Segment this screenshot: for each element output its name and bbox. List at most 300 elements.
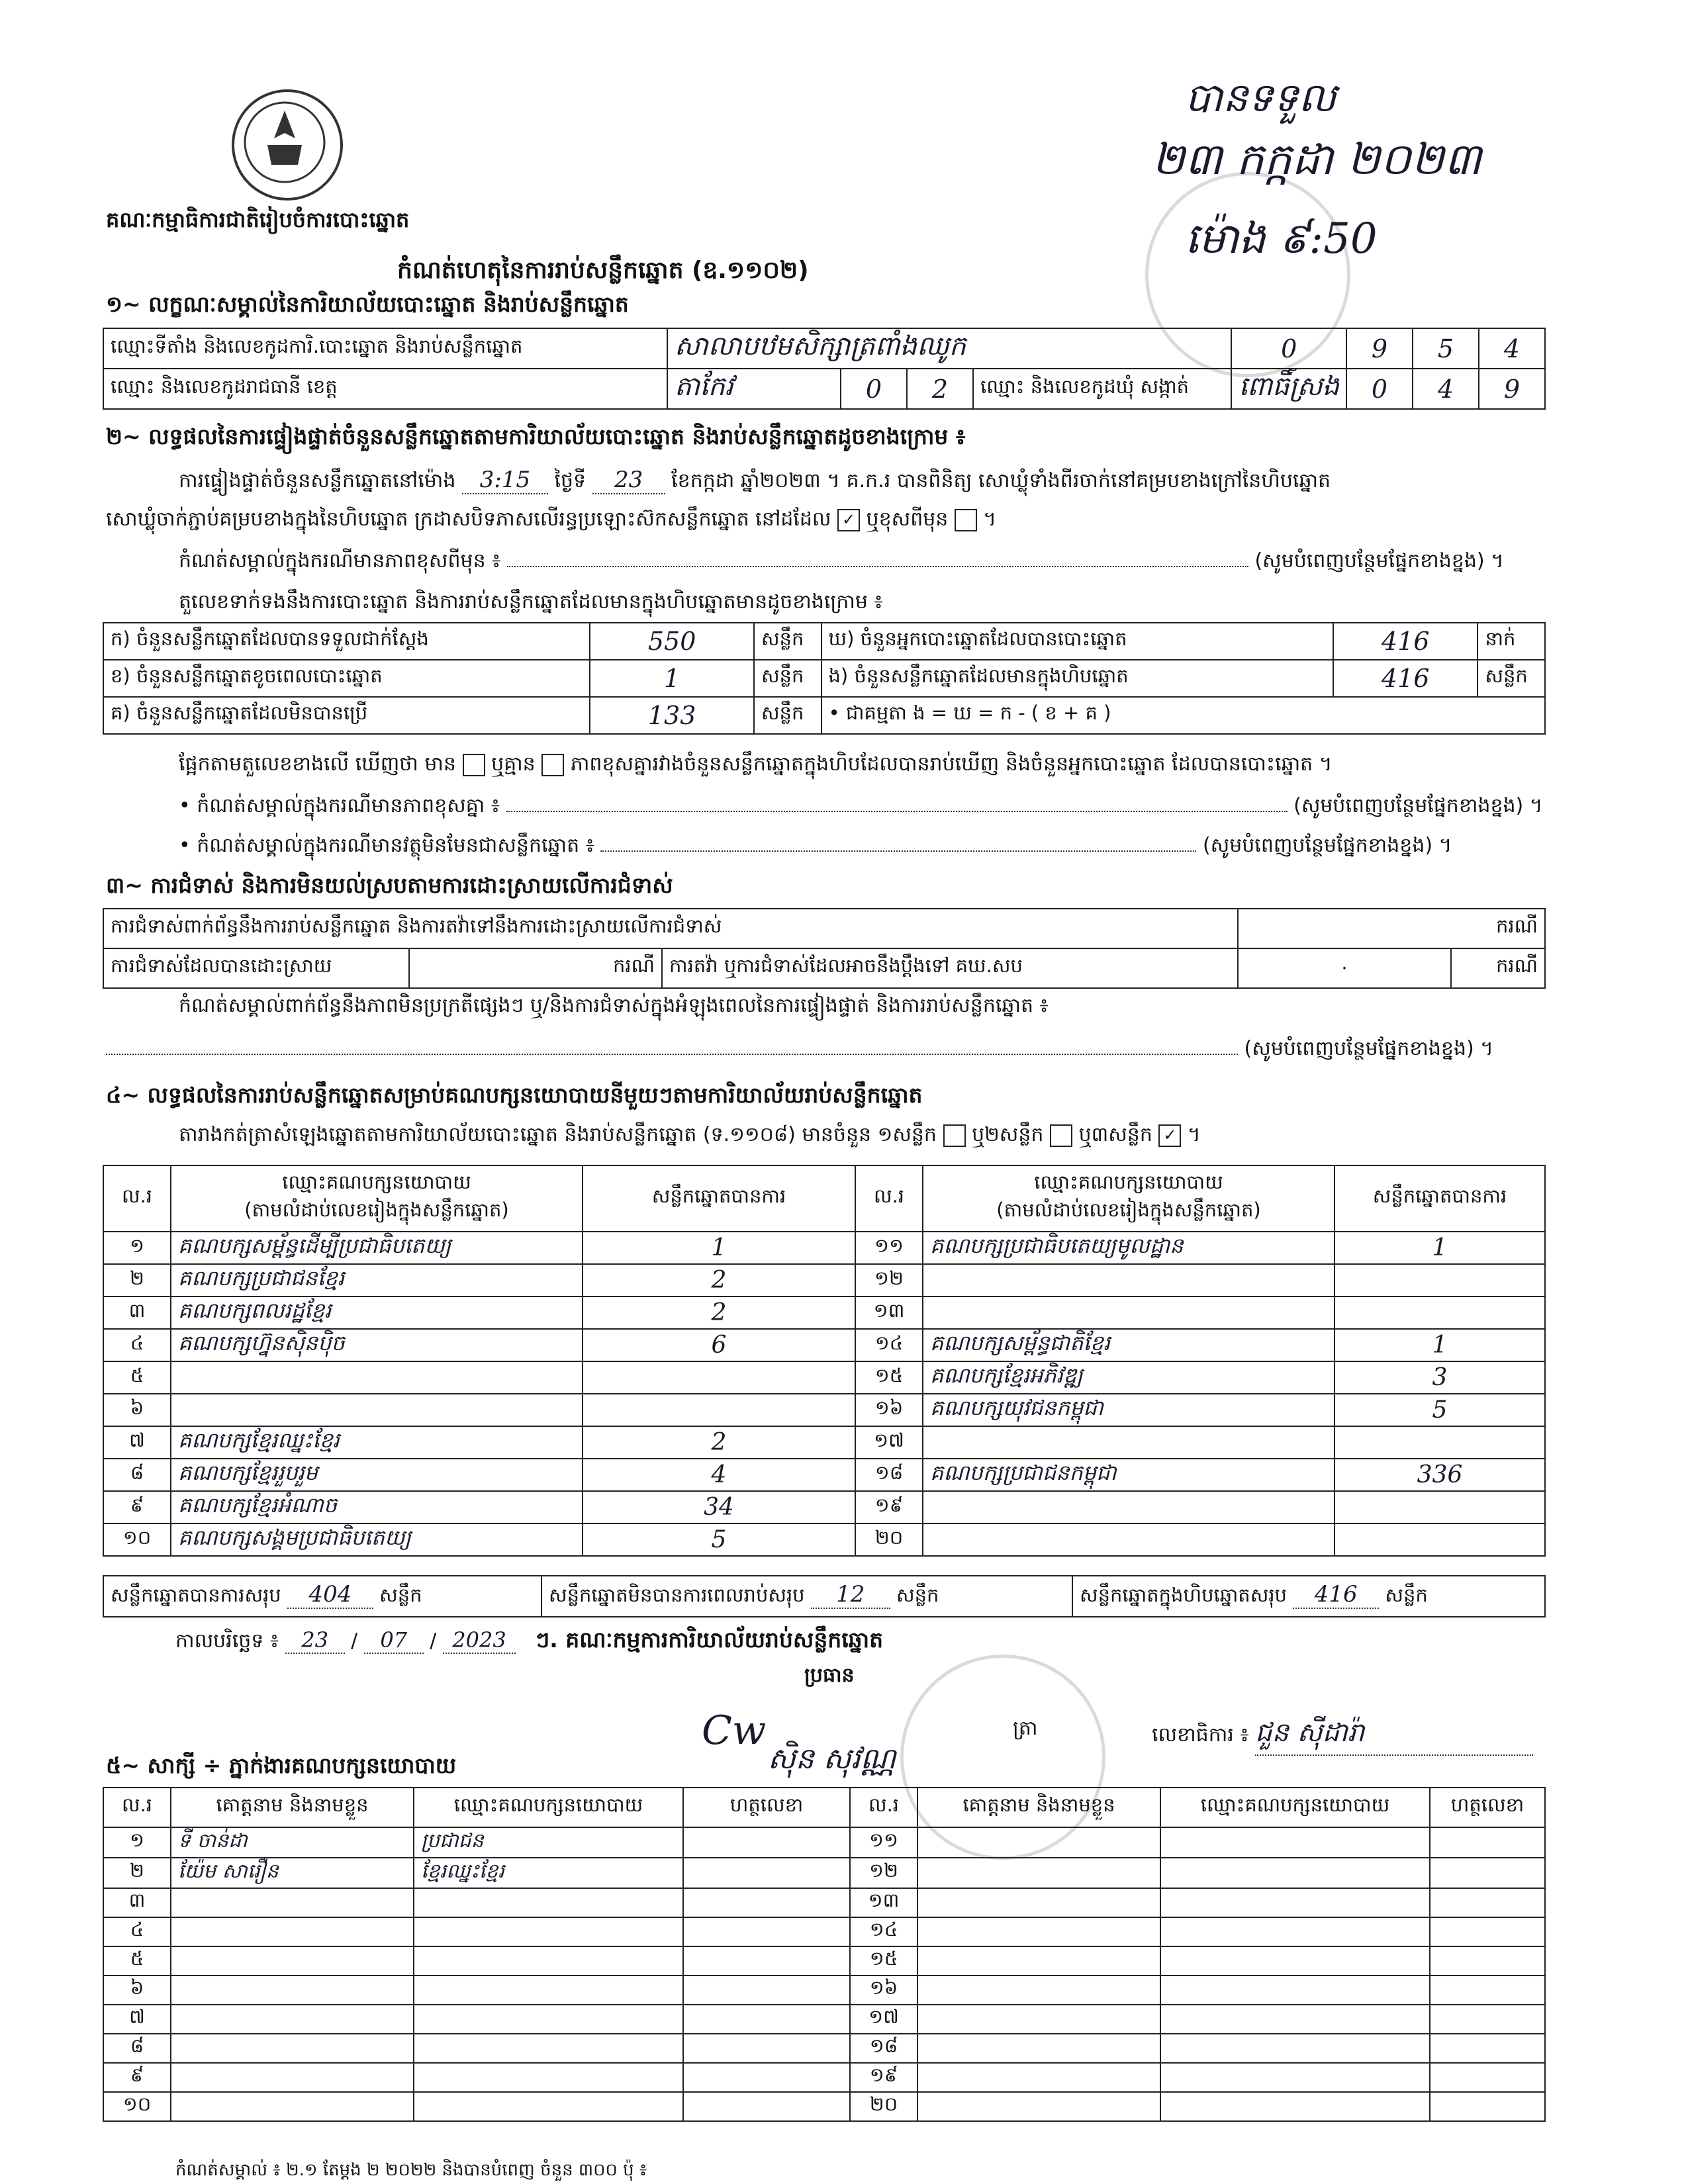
- result-no-right: ១៨: [855, 1459, 923, 1491]
- result-no-left: ៤: [103, 1329, 171, 1361]
- witness-name-left: យ៉ែម សារឿន: [171, 1858, 414, 1888]
- col-party-left-title: ឈ្មោះគណបក្សនយោបាយ: [282, 1171, 471, 1193]
- witness-row: [103, 1976, 1545, 2005]
- witness-no-right: ១៨: [850, 2034, 917, 2063]
- irregularity-field[interactable]: [106, 1054, 1238, 1055]
- note-discrepancy: [179, 793, 1543, 822]
- witness-party-left: ប្រជាជន: [414, 1827, 683, 1858]
- witness-name-left: ទី ចាន់ដា: [171, 1827, 414, 1858]
- witness-party-right[interactable]: [1160, 1827, 1430, 1858]
- result-no-left: ៥: [103, 1361, 171, 1394]
- witness-no-right: ១៦: [850, 1976, 917, 2005]
- result-no-left: ៨: [103, 1459, 171, 1491]
- witness-no-left: ១០: [103, 2092, 171, 2121]
- witness-no-left: ៥: [103, 1946, 171, 1976]
- witness-sign-left[interactable]: [683, 1976, 850, 2005]
- witness-no-right: ១២: [850, 1858, 917, 1888]
- result-party-left: [171, 1361, 583, 1394]
- appeal-unit: ករណី: [1451, 948, 1545, 988]
- province-code-1: 0: [841, 369, 907, 409]
- witness-party-left: [414, 2005, 683, 2034]
- tally-one-checkbox[interactable]: [943, 1124, 966, 1147]
- w-col-party-left: ឈ្មោះគណបក្សនយោបាយ: [414, 1788, 683, 1827]
- result-votes-left: 2: [583, 1297, 855, 1329]
- witness-no-left: ១: [103, 1827, 171, 1858]
- note-foreign-back: (សូមបំពេញបន្ថែមផ្នែកខាងខ្នង) ។: [1202, 834, 1452, 857]
- committee-label: ៗ. គណៈកម្មការការិយាល័យរាប់សន្លឹកឆ្នោត: [535, 1627, 884, 1653]
- result-votes-left: 5: [583, 1524, 855, 1556]
- witness-party-right[interactable]: [1160, 1976, 1430, 2005]
- witness-party-right[interactable]: [1160, 2063, 1430, 2092]
- result-votes-left: [583, 1394, 855, 1426]
- result-party-right: [923, 1264, 1335, 1297]
- date-line: កាលបរិច្ឆេទ ៖ 23 / 07 / 2023 ៗ. គណៈកម្មការការិយាល័យរាប់សន្លឹកឆ្នោត: [175, 1627, 884, 1653]
- emblem-icon: [232, 89, 343, 201]
- counts-intro: តួលេខទាក់ទងនឹងការបោះឆ្នោត និងការរាប់សន្លឹកឆ្នោតដែលមានក្នុងហិបឆ្នោតមានដូចខាងក្រោម ៖: [179, 590, 883, 614]
- note-diff: [179, 548, 1542, 577]
- result-party-left: គណបក្សខ្មែរអំណាច: [171, 1491, 583, 1524]
- date-day: 23: [285, 1627, 345, 1654]
- date-month: 07: [364, 1627, 424, 1654]
- witness-name-right[interactable]: [917, 1976, 1160, 2005]
- witness-party-right[interactable]: [1160, 2034, 1430, 2063]
- witness-sign-left[interactable]: [683, 1858, 850, 1888]
- w-col-name-left: គោត្តនាម និងនាមខ្លួន: [171, 1788, 414, 1827]
- note-diff-back: (សូមបំពេញបន្ថែមផ្នែកខាងខ្នង) ។: [1254, 549, 1504, 572]
- chairman-name: ស៊ិន សុវណ្ណ: [768, 1742, 896, 1776]
- witness-sign-right[interactable]: [1430, 1858, 1545, 1888]
- result-no-right: ២០: [855, 1524, 923, 1556]
- witness-sign-left[interactable]: [683, 2063, 850, 2092]
- witness-table: [103, 1787, 1546, 2122]
- note-discrepancy-label: • កំណត់សម្គាល់ក្នុងករណីមានភាពខុសគ្នា ៖: [179, 794, 500, 817]
- note-discrepancy-field[interactable]: [506, 811, 1288, 812]
- result-no-left: ៩: [103, 1491, 171, 1524]
- col-party-left: [171, 1165, 583, 1232]
- witness-name-left: [171, 2034, 414, 2063]
- receipt-line-3: ម៉ោង ៩:50: [1185, 214, 1378, 263]
- total-box-unit: សន្លឹក: [1385, 1584, 1428, 1606]
- result-votes-right: 1: [1335, 1232, 1545, 1264]
- same-checkbox[interactable]: ✓: [837, 509, 860, 531]
- witness-no-left: ៩: [103, 2063, 171, 2092]
- results-row: [103, 1426, 1545, 1459]
- complaints-unit: ករណី: [1238, 909, 1545, 948]
- witness-name-right[interactable]: [917, 2005, 1160, 2034]
- result-party-right: [923, 1524, 1335, 1556]
- w-col-sign-right: ហត្ថលេខា: [1430, 1788, 1545, 1827]
- results-row: [103, 1524, 1545, 1556]
- result-votes-right: 1: [1335, 1329, 1545, 1361]
- count-c-unit: សន្លឹក: [754, 697, 821, 734]
- receipt-line-2: ២៣ កក្កដា ២០២៣: [1152, 134, 1481, 185]
- section4-heading: ៤~ លទ្ធផលនៃការរាប់សន្លឹកឆ្នោតសម្រាប់គណបក្សនយោបាយនីមួយៗតាមការិយាល័យរាប់សន្លឹកឆ្នោត: [106, 1082, 923, 1108]
- complaints-label: ការជំទាស់ពាក់ព័ន្ធនឹងការរាប់សន្លឹកឆ្នោត និងការតវ៉ាទៅនឹងការដោះស្រាយលើការជំទាស់: [103, 909, 1238, 948]
- results-table: [103, 1165, 1546, 1557]
- result-no-left: ៧: [103, 1426, 171, 1459]
- result-party-right: [923, 1491, 1335, 1524]
- commune-label: ឈ្មោះ និងលេខកូដឃុំ សង្កាត់: [973, 369, 1231, 409]
- result-no-right: ១៥: [855, 1361, 923, 1394]
- verify-line-2: សោឃ្លុំចាក់ភ្ជាប់គម្របខាងក្នុងនៃហិបឆ្នោត ក្រដាសបិទភាសលើរន្ធប្រឡោះស៊កសន្លឹកឆ្នោត នៅដដែល ✓ ឬខុសពីមុន ។: [106, 508, 997, 531]
- results-row: [103, 1394, 1545, 1426]
- total-box-label: សន្លឹកឆ្នោតក្នុងហិបឆ្នោតសរុប: [1080, 1584, 1287, 1606]
- stamp-label: ត្រា: [1013, 1717, 1038, 1740]
- total-valid-value: 404: [287, 1581, 373, 1609]
- witness-no-right: ១១: [850, 1827, 917, 1858]
- col-party-right-title: ឈ្មោះគណបក្សនយោបាយ: [1034, 1171, 1223, 1193]
- witness-name-left: [171, 2005, 414, 2034]
- witness-sign-left[interactable]: [683, 2005, 850, 2034]
- witness-sign-right[interactable]: [1430, 2005, 1545, 2034]
- tally-line: តារាងកត់ត្រាសំឡេងឆ្នោតតាមការិយាល័យបោះឆ្នោត និងរាប់សន្លឹកឆ្នោត (ទ.១១០៨) មានចំនួន ១សន្លឹក ឬ២សន្លឹក ឬ៣សន្លឹក ✓ ។: [179, 1123, 1201, 1146]
- witness-party-left: [414, 1917, 683, 1946]
- w-col-sign-left: ហត្ថលេខា: [683, 1788, 850, 1827]
- chairman-label: ប្រធាន: [804, 1664, 855, 1687]
- witness-sign-right[interactable]: [1430, 1888, 1545, 1917]
- total-valid-cell: [103, 1576, 541, 1617]
- results-row: [103, 1361, 1545, 1394]
- tally-two-checkbox[interactable]: [1050, 1124, 1072, 1147]
- result-no-left: ៣: [103, 1297, 171, 1329]
- witness-row: [103, 2092, 1545, 2121]
- resolved-label: ការជំទាស់ដែលបានដោះស្រាយ: [103, 948, 409, 988]
- section3-heading: ៣~ ការជំទាស់ និងការមិនយល់ស្របតាមការដោះស្រាយលើការជំទាស់: [106, 872, 673, 898]
- count-c-value: 133: [590, 697, 754, 734]
- complaints-table: [103, 908, 1546, 989]
- results-row: [103, 1459, 1545, 1491]
- witness-row: [103, 1827, 1545, 1858]
- col-party-right-sub: (តាមលំដាប់លេខរៀងក្នុងសន្លឹកឆ្នោត): [996, 1199, 1261, 1221]
- witness-name-left: [171, 1917, 414, 1946]
- secretary-label: លេខាធិការ ៖: [1152, 1723, 1249, 1747]
- footer-note: កំណត់សម្គាល់ ៖ ២.១ តែម្តង ២ ២០២២ និងបានបំពេញ ចំនួន ៣០០ ប៉ុ ៖: [175, 2160, 647, 2180]
- count-e-value: 416: [1333, 660, 1477, 697]
- count-d-value: 416: [1333, 623, 1477, 660]
- w-col-name-right: គោត្តនាម និងនាមខ្លួន: [917, 1788, 1160, 1827]
- note-diff-label: កំណត់សម្គាល់ក្នុងករណីមានភាពខុសពីមុន ៖: [179, 549, 501, 572]
- witness-sign-right[interactable]: [1430, 1946, 1545, 1976]
- witness-row: [103, 1946, 1545, 1976]
- witness-party-left: [414, 1976, 683, 2005]
- tally-three-checkbox[interactable]: ✓: [1158, 1124, 1181, 1147]
- authority-title: គណៈកម្មាធិការជាតិរៀបចំការបោះឆ្នោត: [106, 207, 410, 232]
- verify-text-3: ខែកក្កដា ឆ្នាំ២០២៣ ។ គ.ក.រ បានពិនិត្យ សោឃ្លុំទាំងពីរចាក់នៅគម្របខាងក្រៅនៃហិបឆ្នោត: [671, 469, 1331, 492]
- witness-name-right[interactable]: [917, 1827, 1160, 1858]
- witness-name-right[interactable]: [917, 1946, 1160, 1976]
- verify-text-1: ការផ្ទៀងផ្ទាត់ចំនួនសន្លឹកឆ្នោតនៅម៉ោង: [179, 469, 456, 492]
- result-votes-right: [1335, 1491, 1545, 1524]
- compare-text-c: ភាពខុសគ្នារវាងចំនួនសន្លឹកឆ្នោតក្នុងហិបដែលបានរាប់ឃើញ និងចំនួនអ្នកបោះឆ្នោត ដែលបានបោះឆ្នោត ។: [570, 752, 1333, 776]
- total-valid-label: សន្លឹកឆ្នោតបានការសរុប: [111, 1584, 281, 1606]
- witness-sign-right[interactable]: [1430, 1917, 1545, 1946]
- note-foreign: [179, 833, 1452, 862]
- witness-party-left: [414, 1946, 683, 1976]
- total-invalid-cell: [541, 1576, 1072, 1617]
- witness-party-right[interactable]: [1160, 1917, 1430, 1946]
- commune-code-2: 4: [1413, 369, 1479, 409]
- result-no-right: ១៤: [855, 1329, 923, 1361]
- station-code-4: 4: [1479, 328, 1545, 369]
- result-party-right: គណបក្សប្រជាជនកម្ពុជា: [923, 1459, 1335, 1491]
- col-party-left-sub: (តាមលំដាប់លេខរៀងក្នុងសន្លឹកឆ្នោត): [244, 1199, 509, 1221]
- witness-row: [103, 2063, 1545, 2092]
- result-party-left: គណបក្សពលរដ្ឋខ្មែរ: [171, 1297, 583, 1329]
- count-d-label: ឃ) ចំនួនអ្នកបោះឆ្នោតដែលបានបោះឆ្នោត: [821, 623, 1333, 660]
- witness-row: [103, 2034, 1545, 2063]
- count-a-label: ក) ចំនួនសន្លឹកឆ្នោតដែលបានទទួលជាក់ស្តែង: [103, 623, 590, 660]
- station-label: ឈ្មោះទីតាំង និងលេខកូដការិ.បោះឆ្នោត និងរាប់សន្លឹកឆ្នោត: [103, 328, 667, 369]
- commune-code-3: 9: [1479, 369, 1545, 409]
- result-party-left: គណបក្សខ្មែរឈ្នះខ្មែរ: [171, 1426, 583, 1459]
- witness-party-right[interactable]: [1160, 1946, 1430, 1976]
- section1-table: [103, 328, 1546, 410]
- result-no-left: ២: [103, 1264, 171, 1297]
- result-votes-left: 2: [583, 1264, 855, 1297]
- witness-row: [103, 1917, 1545, 1946]
- witness-no-right: ១៣: [850, 1888, 917, 1917]
- total-box-value: 416: [1293, 1581, 1379, 1609]
- witness-sign-left[interactable]: [683, 1917, 850, 1946]
- count-b-value: 1: [590, 660, 754, 697]
- form-title: កំណត់ហេតុនៃការរាប់សន្លឹកឆ្នោត (ឧ.១១០២): [397, 257, 809, 284]
- tally-intro: តារាងកត់ត្រាសំឡេងឆ្នោតតាមការិយាល័យបោះឆ្នោត និងរាប់សន្លឹកឆ្នោត (ទ.១១០៨) មានចំនួន ១សន្លឹក: [179, 1123, 937, 1146]
- w-col-no-right: ល.រ: [850, 1788, 917, 1827]
- result-votes-right: [1335, 1426, 1545, 1459]
- commune-value: ពោធិ៍ស្រង: [1231, 369, 1346, 409]
- total-invalid-value: 12: [811, 1581, 890, 1609]
- secretary-name: ជួន ស៊ីដារ៉ា: [1255, 1715, 1533, 1756]
- result-party-right: គណបក្សខ្មែរអភិវឌ្ឍ: [923, 1361, 1335, 1394]
- witness-no-left: ៧: [103, 2005, 171, 2034]
- result-no-left: ១: [103, 1232, 171, 1264]
- col-votes-left: សន្លឹកឆ្នោតបានការ: [583, 1165, 855, 1232]
- witness-name-right[interactable]: [917, 1917, 1160, 1946]
- station-code-2: 9: [1346, 328, 1413, 369]
- station-code-1: 0: [1231, 328, 1346, 369]
- col-no-right: ល.រ: [855, 1165, 923, 1232]
- counts-table: [103, 622, 1546, 735]
- witness-sign-left[interactable]: [683, 2092, 850, 2121]
- witness-party-left: [414, 2092, 683, 2121]
- tally-two: ឬ២សន្លឹក: [972, 1123, 1044, 1146]
- result-votes-left: 6: [583, 1329, 855, 1361]
- province-code-2: 2: [907, 369, 973, 409]
- result-no-right: ១៦: [855, 1394, 923, 1426]
- count-a-value: 550: [590, 623, 754, 660]
- result-votes-right: [1335, 1297, 1545, 1329]
- result-votes-right: 336: [1335, 1459, 1545, 1491]
- witness-sign-left[interactable]: [683, 2034, 850, 2063]
- verify-text-2: ថ្ងៃទី: [554, 469, 586, 492]
- changed-checkbox[interactable]: [955, 509, 977, 531]
- witness-no-right: ២០: [850, 2092, 917, 2121]
- compare-text-b: ឬគ្មាន: [491, 752, 536, 776]
- witness-no-left: ៤: [103, 1917, 171, 1946]
- witness-party-right[interactable]: [1160, 2005, 1430, 2034]
- irregularity-back: (សូមបំពេញបន្ថែមផ្នែកខាងខ្នង) ។: [1244, 1037, 1493, 1060]
- resolved-unit: ករណី: [409, 948, 662, 988]
- result-votes-right: 5: [1335, 1394, 1545, 1426]
- witness-row: [103, 1858, 1545, 1888]
- verify-or: ឬខុសពីមុន: [866, 508, 949, 531]
- note-diff-field[interactable]: [507, 566, 1248, 567]
- witness-party-left: [414, 1888, 683, 1917]
- witness-name-left: [171, 1976, 414, 2005]
- witness-no-left: ៦: [103, 1976, 171, 2005]
- results-row: [103, 1264, 1545, 1297]
- result-party-left: គណបក្សប្រជាជនខ្មែរ: [171, 1264, 583, 1297]
- station-code-3: 5: [1413, 328, 1479, 369]
- compare-text-a: ផ្អែកតាមតួលេខខាងលើ ឃើញថា មាន: [179, 752, 456, 776]
- witness-name-left: [171, 2063, 414, 2092]
- witness-no-right: ១៩: [850, 2063, 917, 2092]
- witness-no-left: ២: [103, 1858, 171, 1888]
- result-party-left: គណបក្សហ្វ៊ុនស៊ិនប៉ិច: [171, 1329, 583, 1361]
- verify-line-1: [179, 467, 1331, 497]
- count-formula: • ជាគម្មតា ង = ឃ = ក - ( ខ + គ ): [821, 697, 1546, 734]
- result-party-right: [923, 1297, 1335, 1329]
- witness-sign-right[interactable]: [1430, 2092, 1545, 2121]
- witness-party-left: [414, 2034, 683, 2063]
- result-votes-left: 1: [583, 1232, 855, 1264]
- province-value: តាកែវ: [667, 369, 841, 409]
- section5-heading: ៥~ សាក្សី ÷ ភ្នាក់ងារគណបក្សនយោបាយ: [106, 1752, 457, 1778]
- totals-table: [103, 1575, 1546, 1617]
- receipt-line-1: បានទទួល: [1185, 75, 1336, 121]
- results-row: [103, 1329, 1545, 1361]
- witness-row: [103, 2005, 1545, 2034]
- verify-day: 23: [592, 467, 665, 494]
- result-votes-left: 2: [583, 1426, 855, 1459]
- witness-sign-right[interactable]: [1430, 1827, 1545, 1858]
- result-party-left: គណបក្សសម្ព័ន្ធដើម្បីប្រជាធិបតេយ្យ: [171, 1232, 583, 1264]
- witness-name-right[interactable]: [917, 2063, 1160, 2092]
- irregularity-note: កំណត់សម្គាល់ពាក់ព័ន្ធនឹងភាពមិនប្រក្រតីផ្សេងៗ ឬ/និងការជំទាស់ក្នុងអំឡុងពេលនៃការផ្ទៀងផ្ទាត់ និងការរាប់សន្លឹកឆ្នោត ៖: [179, 994, 1049, 1017]
- total-invalid-label: សន្លឹកឆ្នោតមិនបានការពេលរាប់សរុប: [549, 1584, 805, 1606]
- result-no-left: ១០: [103, 1524, 171, 1556]
- witness-name-left: [171, 1946, 414, 1976]
- result-party-left: គណបក្សខ្មែររួបរួម: [171, 1459, 583, 1491]
- col-party-right: [923, 1165, 1335, 1232]
- witness-sign-left[interactable]: [683, 1888, 850, 1917]
- verify-time: 3:15: [462, 467, 548, 494]
- col-votes-right: សន្លឹកឆ្នោតបានការ: [1335, 1165, 1545, 1232]
- witness-sign-right[interactable]: [1430, 2063, 1545, 2092]
- count-b-unit: សន្លឹក: [754, 660, 821, 697]
- province-label: ឈ្មោះ និងលេខកូដរាជធានី ខេត្ត: [103, 369, 667, 409]
- tally-three: ឬ៣សន្លឹក: [1078, 1123, 1152, 1146]
- results-row: [103, 1491, 1545, 1524]
- witness-no-left: ៨: [103, 2034, 171, 2063]
- result-no-right: ១១: [855, 1232, 923, 1264]
- verify-text-4: សោឃ្លុំចាក់ភ្ជាប់គម្របខាងក្នុងនៃហិបឆ្នោត ក្រដាសបិទភាសលើរន្ធប្រឡោះស៊កសន្លឹកឆ្នោត នៅដដែល: [106, 508, 831, 531]
- discrepancy-no-checkbox[interactable]: [541, 754, 564, 776]
- result-no-left: ៦: [103, 1394, 171, 1426]
- result-votes-right: [1335, 1524, 1545, 1556]
- witness-no-left: ៣: [103, 1888, 171, 1917]
- appeal-mark: ·: [1238, 948, 1451, 988]
- witness-no-right: ១៥: [850, 1946, 917, 1976]
- witness-name-left: [171, 1888, 414, 1917]
- result-party-right: គណបក្សប្រជាធិបតេយ្យមូលដ្ឋាន: [923, 1232, 1335, 1264]
- result-party-right: [923, 1426, 1335, 1459]
- chairman-signature: Cw: [702, 1707, 767, 1754]
- discrepancy-yes-checkbox[interactable]: [463, 754, 485, 776]
- result-votes-right: [1335, 1264, 1545, 1297]
- w-col-party-right: ឈ្មោះគណបក្សនយោបាយ: [1160, 1788, 1430, 1827]
- date-year: 2023: [443, 1627, 516, 1654]
- witness-sign-right[interactable]: [1430, 2034, 1545, 2063]
- results-row: [103, 1232, 1545, 1264]
- note-foreign-field[interactable]: [600, 850, 1196, 852]
- result-no-right: ១៩: [855, 1491, 923, 1524]
- witness-sign-left[interactable]: [683, 1827, 850, 1858]
- results-row: [103, 1297, 1545, 1329]
- witness-name-right[interactable]: [917, 2034, 1160, 2063]
- result-no-right: ១៣: [855, 1297, 923, 1329]
- witness-name-left: [171, 2092, 414, 2121]
- witness-name-right[interactable]: [917, 1858, 1160, 1888]
- witness-party-left: ខ្មែរឈ្នះខ្មែរ: [414, 1858, 683, 1888]
- station-value: សាលាបឋមសិក្សាត្រពាំងឈូក: [667, 328, 1231, 369]
- witness-name-right[interactable]: [917, 2092, 1160, 2121]
- irregularity-line: [106, 1036, 1493, 1065]
- total-invalid-unit: សន្លឹក: [896, 1584, 939, 1606]
- count-b-label: ខ) ចំនួនសន្លឹកឆ្នោតខូចពេលបោះឆ្នោត: [103, 660, 590, 697]
- section2-heading: ២~ លទ្ធផលនៃការផ្ទៀងផ្ទាត់ចំនួនសន្លឹកឆ្នោតតាមការិយាល័យបោះឆ្នោត និងរាប់សន្លឹកឆ្នោតដូចខាងក្រោម ៖: [106, 424, 966, 449]
- witness-party-right[interactable]: [1160, 2092, 1430, 2121]
- section1-heading: ១~ លក្ខណៈសម្គាល់នៃការិយាល័យបោះឆ្នោត និងរាប់សន្លឹកឆ្នោត: [106, 291, 629, 317]
- witness-sign-right[interactable]: [1430, 1976, 1545, 2005]
- result-no-right: ១២: [855, 1264, 923, 1297]
- count-e-label: ង) ចំនួនសន្លឹកឆ្នោតដែលមានក្នុងហិបឆ្នោត: [821, 660, 1333, 697]
- result-no-right: ១៧: [855, 1426, 923, 1459]
- witness-sign-left[interactable]: [683, 1946, 850, 1976]
- result-votes-right: 3: [1335, 1361, 1545, 1394]
- result-party-right: គណបក្សសម្ព័ន្ធជាតិខ្មែរ: [923, 1329, 1335, 1361]
- note-discrepancy-back: (សូមបំពេញបន្ថែមផ្នែកខាងខ្នង) ។: [1293, 794, 1543, 817]
- total-box-cell: [1072, 1576, 1545, 1617]
- witness-name-right[interactable]: [917, 1888, 1160, 1917]
- result-party-right: គណបក្សយុវជនកម្ពុជា: [923, 1394, 1335, 1426]
- count-a-unit: សន្លឹក: [754, 623, 821, 660]
- col-no-left: ល.រ: [103, 1165, 171, 1232]
- witness-party-right[interactable]: [1160, 1888, 1430, 1917]
- result-votes-left: [583, 1361, 855, 1394]
- result-votes-left: 4: [583, 1459, 855, 1491]
- witness-party-right[interactable]: [1160, 1858, 1430, 1888]
- result-party-left: គណបក្សសង្គមប្រជាធិបតេយ្យ: [171, 1524, 583, 1556]
- result-party-left: [171, 1394, 583, 1426]
- count-c-label: គ) ចំនួនសន្លឹកឆ្នោតដែលមិនបានប្រើ: [103, 697, 590, 734]
- total-valid-unit: សន្លឹក: [379, 1584, 422, 1606]
- note-foreign-label: • កំណត់សម្គាល់ក្នុងករណីមានវត្ថុមិនមែនជាសន្លឹកឆ្នោត ៖: [179, 834, 594, 857]
- w-col-no-left: ល.រ: [103, 1788, 171, 1827]
- witness-row: [103, 1888, 1545, 1917]
- witness-no-right: ១៤: [850, 1917, 917, 1946]
- secretary-line: [1152, 1715, 1533, 1756]
- appeal-label: ការតវ៉ា ឬការជំទាស់ដែលអាចនឹងប្តឹងទៅ គឃ.សប: [662, 948, 1238, 988]
- compare-line: [179, 751, 1333, 780]
- witness-no-right: ១៧: [850, 2005, 917, 2034]
- result-votes-left: 34: [583, 1491, 855, 1524]
- count-d-unit: នាក់: [1477, 623, 1545, 660]
- date-label: កាលបរិច្ឆេទ ៖: [175, 1629, 279, 1653]
- commune-code-1: 0: [1346, 369, 1413, 409]
- count-e-unit: សន្លឹក: [1477, 660, 1545, 697]
- witness-party-left: [414, 2063, 683, 2092]
